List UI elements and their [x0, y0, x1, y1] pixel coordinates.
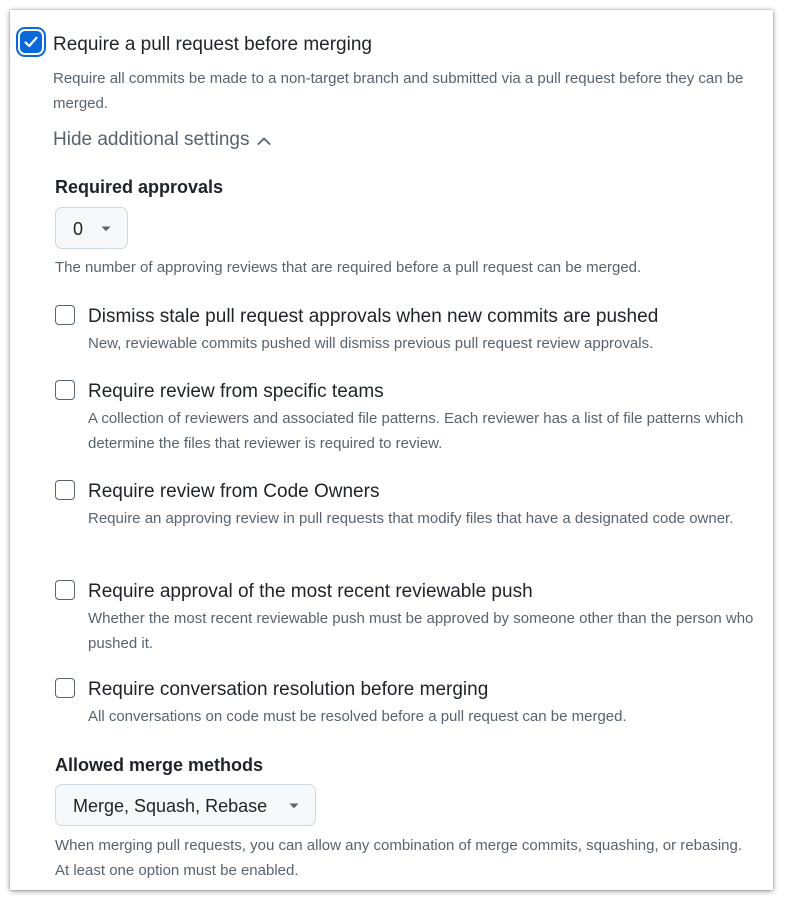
check-icon: [23, 34, 39, 50]
caret-down-icon: [100, 225, 112, 233]
merge-methods-select[interactable]: [55, 784, 316, 826]
dismiss-stale-label[interactable]: Dismiss stale pull request approvals when new commits are pushed: [88, 306, 659, 327]
merge-methods-label: Allowed merge methods: [55, 755, 264, 775]
dismiss-stale-description: New, reviewable commits pushed will dismiss previous pull request review approvals.: [88, 335, 654, 352]
dismiss-stale-checkbox[interactable]: [55, 305, 75, 325]
merge-methods-value: Merge, Squash, Rebase: [73, 796, 268, 816]
recent-push-label[interactable]: Require approval of the most recent reviewable push: [88, 581, 533, 602]
require-pr-description: Require all commits be made to a non-target branch and submitted via a pull request before they can be merged.: [53, 70, 744, 112]
conversation-resolution-label[interactable]: Require conversation resolution before merging: [88, 679, 489, 700]
recent-push-description: Whether the most recent reviewable push must be approved by someone other than the person who pushed it.: [88, 610, 754, 652]
required-approvals-help: The number of approving reviews that are required before a pull request can be merged.: [55, 259, 642, 276]
caret-down-icon: [288, 802, 300, 810]
conversation-resolution-checkbox[interactable]: [55, 678, 75, 698]
conversation-resolution-description: All conversations on code must be resolved before a pull request can be merged.: [88, 708, 627, 725]
code-owners-description: Require an approving review in pull requests that modify files that have a designated code owner.: [88, 510, 734, 527]
hide-additional-settings-toggle[interactable]: [53, 129, 271, 151]
code-owners-checkbox[interactable]: [55, 480, 75, 500]
specific-teams-description: A collection of reviewers and associated file patterns. Each reviewer has a list of file patterns which determine the files that reviewer is required to review.: [88, 410, 744, 452]
code-owners-label[interactable]: Require review from Code Owners: [88, 481, 380, 502]
toggle-label: Hide additional settings: [53, 129, 250, 150]
require-pr-label[interactable]: Require a pull request before merging: [53, 34, 372, 55]
branch-protection-panel: [10, 10, 773, 890]
recent-push-checkbox[interactable]: [55, 580, 75, 600]
required-approvals-select[interactable]: [55, 207, 128, 249]
chevron-up-icon: [257, 136, 271, 146]
require-pr-checkbox[interactable]: [20, 31, 42, 53]
specific-teams-checkbox[interactable]: [55, 380, 75, 400]
required-approvals-value: 0: [73, 219, 84, 239]
merge-methods-help: When merging pull requests, you can allow any combination of merge commits, squashing, or rebasing. At least one option must be enabled.: [55, 837, 743, 879]
specific-teams-label[interactable]: Require review from specific teams: [88, 381, 384, 402]
required-approvals-label: Required approvals: [55, 177, 224, 197]
